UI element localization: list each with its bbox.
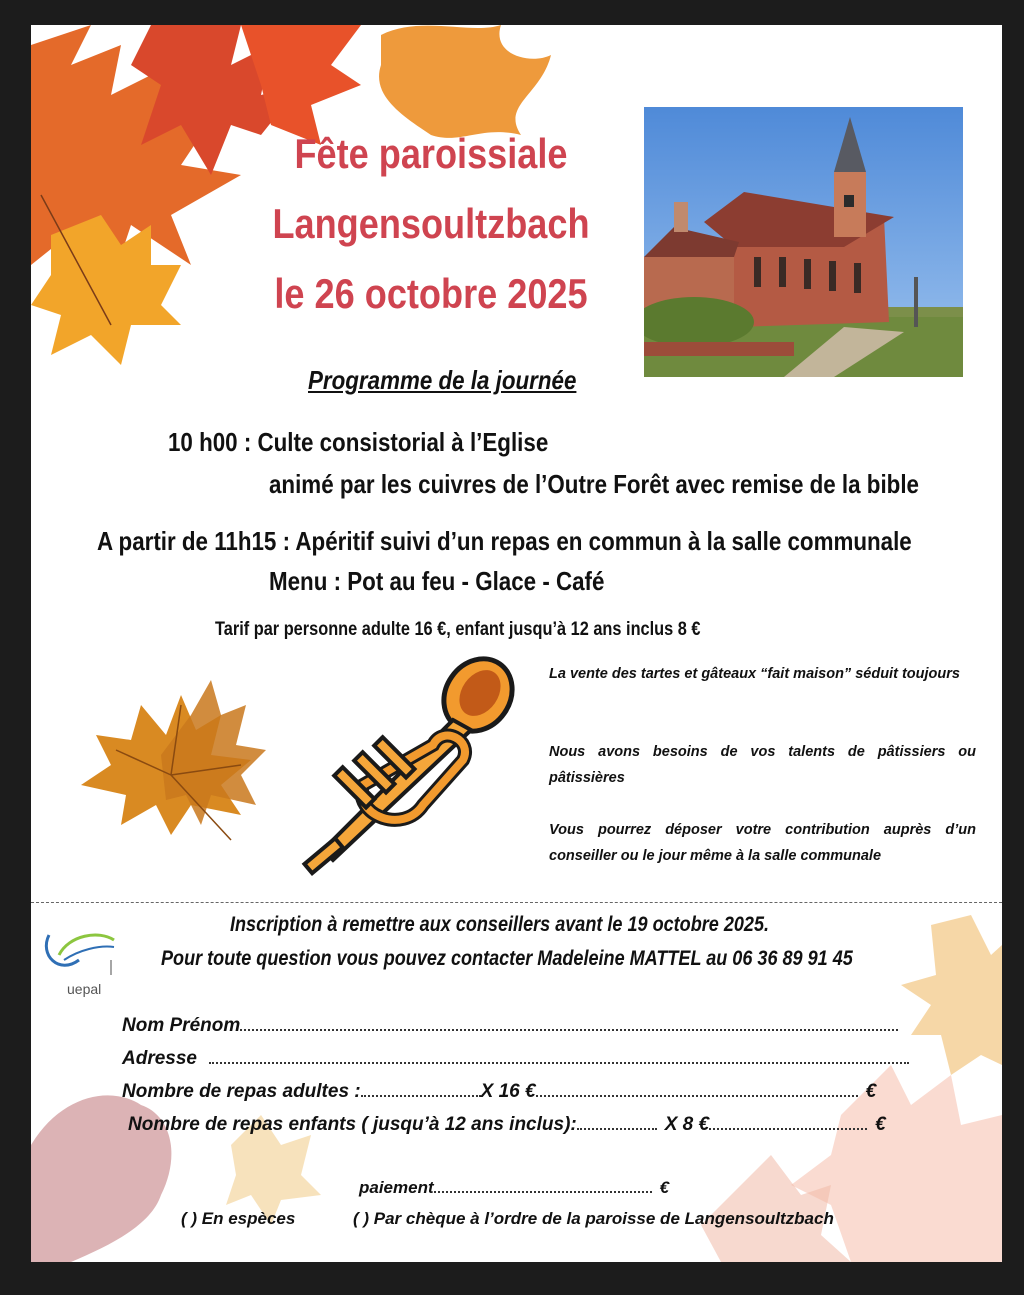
title-line-1: Fête paroissiale <box>294 130 568 177</box>
form-children-count-dots[interactable] <box>577 1114 657 1130</box>
form-adults-line[interactable] <box>122 1081 876 1103</box>
form-name-line[interactable] <box>122 1015 898 1037</box>
form-intro-contact: Pour toute question vous pouvez contacter Madeleine MATTEL au 06 36 89 91 45 <box>161 947 853 970</box>
note-tarts: La vente des tartes et gâteaux “fait maison” séduit toujours <box>549 666 960 682</box>
form-adults-total-dots[interactable] <box>536 1081 858 1097</box>
program-line-culte: 10 h00 : Culte consistorial à l’Eglise <box>168 427 549 457</box>
form-address-dots[interactable] <box>209 1048 909 1064</box>
cash-option[interactable]: ( ) En espèces <box>181 1209 296 1228</box>
church-photo <box>644 107 963 377</box>
trumpet-icon <box>293 655 523 885</box>
cut-divider <box>31 902 1002 903</box>
cheque-option[interactable]: ( ) Par chèque à l’ordre de la paroisse de Langensoultzbach <box>353 1209 834 1228</box>
flyer-page <box>31 25 1002 1262</box>
form-payment-dots[interactable] <box>434 1177 652 1193</box>
form-payment-line[interactable] <box>359 1177 669 1198</box>
form-intro-deadline: Inscription à remettre aux conseillers avant le 19 octobre 2025. <box>230 913 770 936</box>
program-line-menu: Menu : Pot au feu - Glace - Café <box>269 566 605 596</box>
form-adults-count-dots[interactable] <box>361 1081 481 1097</box>
program-heading: Programme de la journée <box>308 365 577 395</box>
form-children-line[interactable] <box>128 1114 886 1136</box>
uepal-logo-text: uepal <box>67 981 102 997</box>
form-payment-euro: € <box>659 1178 670 1197</box>
price-line: Tarif par personne adulte 16 €, enfant jusqu’à 12 ans inclus 8 € <box>215 619 701 640</box>
plane-leaf-icon <box>71 675 271 845</box>
form-children-euro: € <box>875 1114 886 1135</box>
program-line-aperitif: A partir de 11h15 : Apéritif suivi d’un repas en commun à la salle communale <box>97 526 912 556</box>
form-address-label: Adresse <box>122 1048 197 1069</box>
form-children-label: Nombre de repas enfants ( jusqu’à 12 ans inclus): <box>128 1114 577 1135</box>
form-adults-euro: € <box>865 1081 877 1102</box>
form-children-mult: X 8 € <box>664 1114 710 1135</box>
form-children-total-dots[interactable] <box>709 1114 867 1130</box>
note-talents: Nous avons besoins de vos talents de pâtissiers ou pâtissières <box>549 744 976 786</box>
form-payment-label: paiement <box>359 1178 434 1197</box>
form-address-line[interactable] <box>122 1048 909 1070</box>
form-adults-mult: X 16 € <box>480 1081 536 1102</box>
program-line-cuivres: animé par les cuivres de l’Outre Forêt avec remise de la bible <box>269 469 919 499</box>
title-line-2: Langensoultzbach <box>272 200 590 247</box>
form-adults-label: Nombre de repas adultes : <box>122 1081 361 1102</box>
form-name-dots[interactable] <box>240 1015 898 1031</box>
form-name-label: Nom Prénom <box>122 1015 241 1036</box>
note-deposit: Vous pourrez déposer votre contribution auprès d’un conseiller ou le jour même à la salle communale <box>549 822 976 864</box>
title-line-3: le 26 octobre 2025 <box>274 270 588 317</box>
